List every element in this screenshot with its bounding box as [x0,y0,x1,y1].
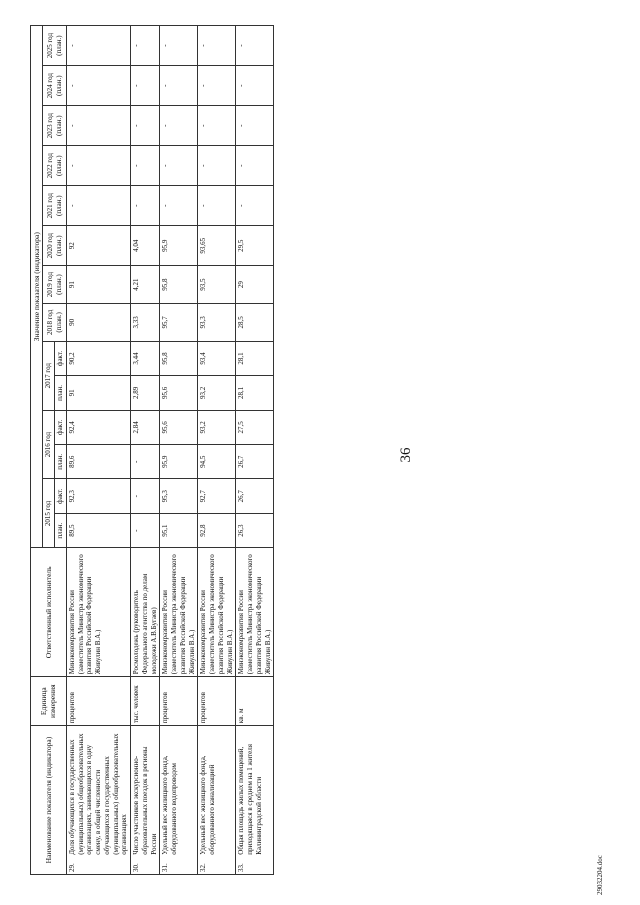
value-cell: - [160,146,198,186]
header-2016-plan: план. [55,445,67,479]
indicators-table [30,25,274,875]
value-cell: - [160,186,198,226]
value-cell: - [198,66,236,106]
value-cell: 89,5 [66,513,130,547]
responsible-cell: Минэкономразвития России (заместитель Министра экономического развития Российской Федерации Живулин В.А.) [160,548,198,677]
value-cell: - [66,26,130,66]
header-2017: 2017 год [43,341,55,410]
value-cell: 2,84 [131,410,160,444]
value-cell: 2,89 [131,376,160,410]
value-cell: 91 [66,376,130,410]
value-cell: 95,9 [160,445,198,479]
value-cell: 92 [66,226,130,266]
table-body [66,26,274,875]
value-cell: - [198,146,236,186]
header-2016-fact: факт. [55,410,67,444]
value-cell: - [66,66,130,106]
value-cell: 28,1 [236,376,274,410]
value-cell: 90 [66,303,130,341]
value-cell: 93,65 [198,226,236,266]
header-2018: 2018 год (план.) [43,303,67,341]
header-values: Значение показателя (индикатора) [31,26,43,548]
value-cell: - [198,106,236,146]
unit-cell: процентов [160,677,198,726]
header-2015-fact: факт. [55,479,67,513]
unit-cell: процентов [66,677,130,726]
value-cell: 95,3 [160,479,198,513]
responsible-cell: Минэкономразвития России (заместитель Министра экономического развития Российской Федерации Живулин В.А.) [66,548,130,677]
header-2022: 2022 год (план.) [43,146,67,186]
header-2024: 2024 год (план.) [43,66,67,106]
value-cell: 93,2 [198,376,236,410]
value-cell: - [198,186,236,226]
unit-cell: кв. м [236,677,274,726]
value-cell: 95,8 [160,266,198,304]
value-cell: - [131,106,160,146]
header-2015: 2015 год [43,479,55,548]
value-cell: 29 [236,266,274,304]
indicator-name: Удельный вес жилищного фонда, оборудованного канализацией [198,726,236,857]
value-cell: 95,6 [160,410,198,444]
header-2023: 2023 год (план.) [43,106,67,146]
table-row [131,26,160,875]
value-cell: - [66,186,130,226]
header-2017-plan: план. [55,376,67,410]
value-cell: - [160,66,198,106]
value-cell: 3,33 [131,303,160,341]
responsible-cell: Минэкономразвития России (заместитель Министра экономического развития Российской Федерации Живулин В.А.) [236,548,274,677]
value-cell: - [131,146,160,186]
value-cell: 94,5 [198,445,236,479]
header-name: Наименование показателя (индикатора) [31,726,67,875]
value-cell: - [131,513,160,547]
value-cell: 92,3 [66,479,130,513]
value-cell: 26,7 [236,445,274,479]
indicator-name: Общая площадь жилых помещений, приходящаяся в среднем на 1 жителя Калининградской области [236,726,274,857]
value-cell: 3,44 [131,341,160,375]
footer-filename: 29032204.doc [596,855,604,895]
header-2021: 2021 год (план.) [43,186,67,226]
value-cell: - [236,146,274,186]
value-cell: - [131,66,160,106]
table-row [236,26,274,875]
table-row [66,26,130,875]
header-2019: 2019 год (план.) [43,266,67,304]
row-number: 29. [66,857,130,875]
value-cell: 92,4 [66,410,130,444]
responsible-cell: Росмолодежь (руководитель Федерального агентства по делам молодежи А.В.Бугаев) [131,548,160,677]
value-cell: - [66,146,130,186]
header-2016: 2016 год [43,410,55,479]
value-cell: 95,8 [160,341,198,375]
value-cell: 95,7 [160,303,198,341]
value-cell: 29,5 [236,226,274,266]
row-number: 31. [160,857,198,875]
value-cell: 95,6 [160,376,198,410]
value-cell: 93,5 [198,266,236,304]
header-2015-plan: план. [55,513,67,547]
value-cell: - [131,186,160,226]
value-cell: - [236,106,274,146]
row-number: 30. [131,857,160,875]
value-cell: 27,5 [236,410,274,444]
table-row [160,26,198,875]
value-cell: 89,6 [66,445,130,479]
value-cell: 4,04 [131,226,160,266]
row-number: 32. [198,857,236,875]
value-cell: - [236,26,274,66]
value-cell: - [66,106,130,146]
value-cell: - [236,186,274,226]
responsible-cell: Минэкономразвития России (заместитель Министра экономического развития Российской Федерации Живулин В.А.) [198,548,236,677]
value-cell: 92,8 [198,513,236,547]
value-cell: - [131,445,160,479]
row-number: 33. [236,857,274,875]
unit-cell: процентов [198,677,236,726]
value-cell: 95,9 [160,226,198,266]
value-cell: - [198,26,236,66]
header-2017-fact: факт. [55,341,67,375]
value-cell: 95,1 [160,513,198,547]
value-cell: 91 [66,266,130,304]
header-unit: Единица измерения [31,677,67,726]
value-cell: 93,4 [198,341,236,375]
value-cell: - [131,479,160,513]
indicator-name: Доля обучающихся в государственных (муниципальных) общеобразовательных организациях, занимающихся в одну смену, в общей численности обучающихся в государственных (муниципальных) общеобразовательных организациях [66,726,130,857]
value-cell: 28,5 [236,303,274,341]
value-cell: 26,3 [236,513,274,547]
value-cell: 4,21 [131,266,160,304]
value-cell: - [160,26,198,66]
header-responsible: Ответственный исполнитель [31,548,67,677]
value-cell: 93,3 [198,303,236,341]
value-cell: 90,2 [66,341,130,375]
value-cell: - [236,66,274,106]
value-cell: 28,1 [236,341,274,375]
header-2025: 2025 год (план.) [43,26,67,66]
unit-cell: тыс. человек [131,677,160,726]
header-2020: 2020 год (план.) [43,226,67,266]
value-cell: - [131,26,160,66]
value-cell: 26,7 [236,479,274,513]
value-cell: - [160,106,198,146]
indicator-name: Число участников экскурсионно-образовательных поездок в регионы России [131,726,160,857]
indicator-name: Удельный вес жилищного фонда, оборудованного водопроводом [160,726,198,857]
page-number: 36 [398,447,414,463]
value-cell: 92,7 [198,479,236,513]
table-row [198,26,236,875]
value-cell: 93,2 [198,410,236,444]
